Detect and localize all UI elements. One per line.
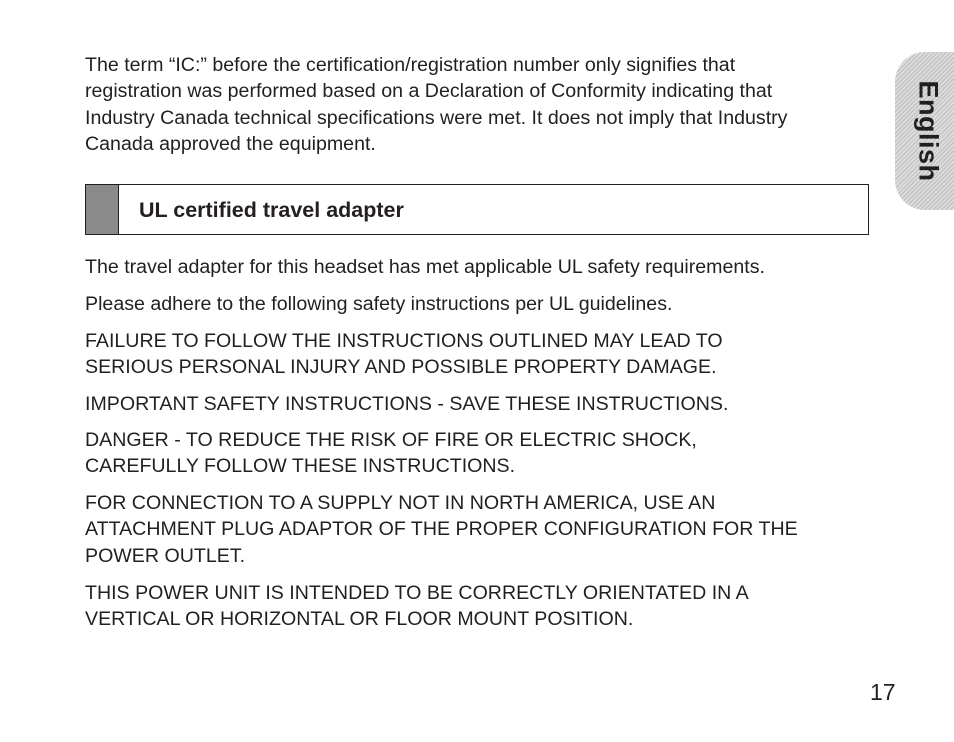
body-paragraph-ul-requirements: The travel adapter for this headset has met applicable UL safety requirements. [85,256,765,278]
page-number: 17 [870,679,896,705]
language-tab [895,52,954,210]
section-title: UL certified travel adapter [139,198,404,222]
intro-paragraph: The term “IC:” before the certification/registration number only signifies that registration was performed based on a Declaration of Conformity indicating that Industry Canada technical specifications were met. It does not imply that Industry Canada approved the equipment. [85,54,788,155]
body-paragraph-orientation: THIS POWER UNIT IS INTENDED TO BE CORRECTLY ORIENTATED IN A VERTICAL OR HORIZONTAL OR FLOOR MOUNT POSITION. [85,582,749,631]
body-paragraph-connection: FOR CONNECTION TO A SUPPLY NOT IN NORTH AMERICA, USE AN ATTACHMENT PLUG ADAPTOR OF THE PROPER CONFIGURATION FOR THE POWER OUTLET. [85,492,798,567]
section-marker [86,185,119,234]
language-tab-label: English [913,80,944,182]
body-paragraph-failure-warning: FAILURE TO FOLLOW THE INSTRUCTIONS OUTLINED MAY LEAD TO SERIOUS PERSONAL INJURY AND POSSIBLE PROPERTY DAMAGE. [85,330,723,379]
body-paragraph-important-safety: IMPORTANT SAFETY INSTRUCTIONS - SAVE THESE INSTRUCTIONS. [85,393,729,415]
body-paragraph-danger: DANGER - TO REDUCE THE RISK OF FIRE OR ELECTRIC SHOCK, CAREFULLY FOLLOW THESE INSTRUCTIONS. [85,429,697,478]
body-paragraph-adhere: Please adhere to the following safety instructions per UL guidelines. [85,293,673,315]
section-header [85,184,869,235]
